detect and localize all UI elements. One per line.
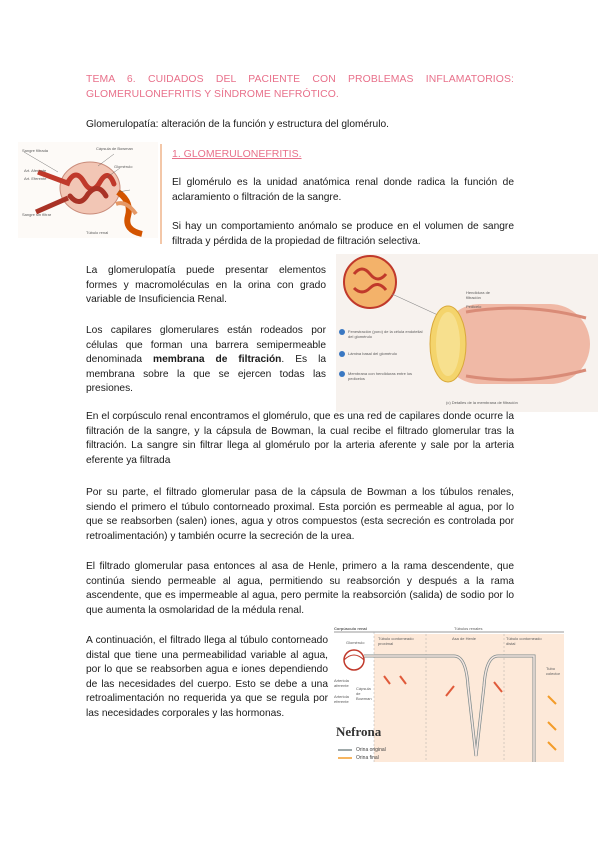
nephron-header: Corpúsculo renal xyxy=(334,626,367,631)
fig1-label: Cápsula de Bowman xyxy=(96,146,133,151)
nephron-column-label: Túbulo contorneado distal xyxy=(506,636,542,646)
fig2-legend-item: Membrana con hendiduras entre los pedicelos xyxy=(348,371,413,381)
fig1-label: Sangre filtrada xyxy=(22,148,49,153)
document-title: TEMA 6. CUIDADOS DEL PACIENTE CON PROBLEMAS INFLAMATORIOS: GLOMERULONEFRITIS Y SÍNDROME NEFRÓTICO. xyxy=(86,74,514,100)
paragraph: A continuación, el filtrado llega al túbulo contorneado distal que tiene una permeabilidad variable al agua, por lo que se reabsorben agua e iones dependiendo de las necesidades del cuerpo. Esto se debe a una retroalimentación no requerida ya que se regula por las necesidades corporales y las hormonas. xyxy=(86,635,328,719)
nephron-header: Túbulos renales xyxy=(454,626,483,631)
nephron-column-label: Asa de Henle xyxy=(452,636,477,641)
section-heading: 1. GLOMERULONEFRITIS. xyxy=(172,148,302,160)
fig2-label: Pedicelo xyxy=(466,304,482,309)
fig2-legend-item: Lámina basal del glomérulo xyxy=(348,351,397,356)
fig2-caption: (c) Detalles de la membrana de filtración xyxy=(446,400,518,405)
paragraph: En el corpúsculo renal encontramos el glomérulo, que es una red de capilares donde ocurre la filtración de la sangre, y la cápsula de Bowman, la cual recibe el filtrado glomerular tras la filtración. La sangre sin filtrar llega al glomérulo por la arteria aferente y sale por la arteria eferente ya filtrada xyxy=(86,411,514,466)
glomerulus-figure xyxy=(18,142,158,238)
paragraph: La glomerulopatía puede presentar elementos formes y macromoléculas en la orina con grado variable de Insuficiencia Renal. xyxy=(86,265,326,306)
fig1-label: Sangre sin filtrar xyxy=(22,212,52,217)
nephron-side-label: Arteriola eferente xyxy=(334,694,349,704)
nephron-legend-item: Orina final xyxy=(356,755,379,761)
nephron-side-label: Cápsula de Bowman xyxy=(356,686,372,701)
fig1-label: Art. Aferente xyxy=(24,168,47,173)
glomerulus-illustration xyxy=(18,142,158,238)
section-accent-bar xyxy=(160,144,162,244)
bold-term: membrana de filtración xyxy=(153,354,282,366)
paragraph xyxy=(86,324,326,397)
fig2-legend-item: Fenestración (poro) de la célula endotelial del glomérulo xyxy=(348,329,423,339)
fig1-label: Art. Eferente xyxy=(24,176,47,181)
paragraph: El filtrado glomerular pasa entonces al asa de Henle, primero a la rama descendente, que continúa siendo permeable al agua, permitiendo su reabsorción y después a la rama ascendente, que es impermeable al agua, pero permite la reabsorción (salida) de sodio por lo que aumenta la osmolaridad de la médula renal. xyxy=(86,561,514,616)
definition-text: Glomerulopatía: alteración de la función y estructura del glomérulo. xyxy=(86,119,389,130)
nephron-column-label: Tubo colector xyxy=(546,666,561,676)
fig1-label: Túbulo renal xyxy=(86,230,109,235)
paragraph: El glomérulo es la unidad anatómica renal donde radica la función de aclaramiento o filtración de la sangre. xyxy=(172,177,514,203)
nephron-legend-item: Orina original xyxy=(356,747,386,753)
text-run: Los capilares glomerulares están rodeados por células que forman una barrera semipermeable denominada xyxy=(86,325,326,366)
nephron-title: Nefrona xyxy=(336,724,382,739)
nephron-figure xyxy=(334,626,564,772)
nephron-column-label: Túbulo contorneado proximal xyxy=(378,636,414,646)
filtration-membrane-figure xyxy=(336,254,598,412)
paragraph: Si hay un comportamiento anómalo se produce en el volumen de sangre filtrada y pérdida de la propiedad de filtración selectiva. xyxy=(172,221,514,247)
nephron-side-label: Glomérulo xyxy=(346,640,365,645)
text-run: . Es la membrana sobre la que se ejercen todas las presiones. xyxy=(86,354,326,395)
nephron-side-label: Arteriola aferente xyxy=(334,678,349,688)
fig2-label: Hendidura de filtración xyxy=(466,290,491,300)
paragraph: Por su parte, el filtrado glomerular pasa de la cápsula de Bowman a los túbulos renales, siendo el primero el túbulo contorneado proximal. Esta porción es permeable al agua, por lo que se reabsorben (salen) iones, agua y otros compuestos (esta secreción es controlada por retroalimentación) y también ocurre la secreción de la urea. xyxy=(86,487,514,542)
fig1-label: Glomérulo xyxy=(114,164,133,169)
